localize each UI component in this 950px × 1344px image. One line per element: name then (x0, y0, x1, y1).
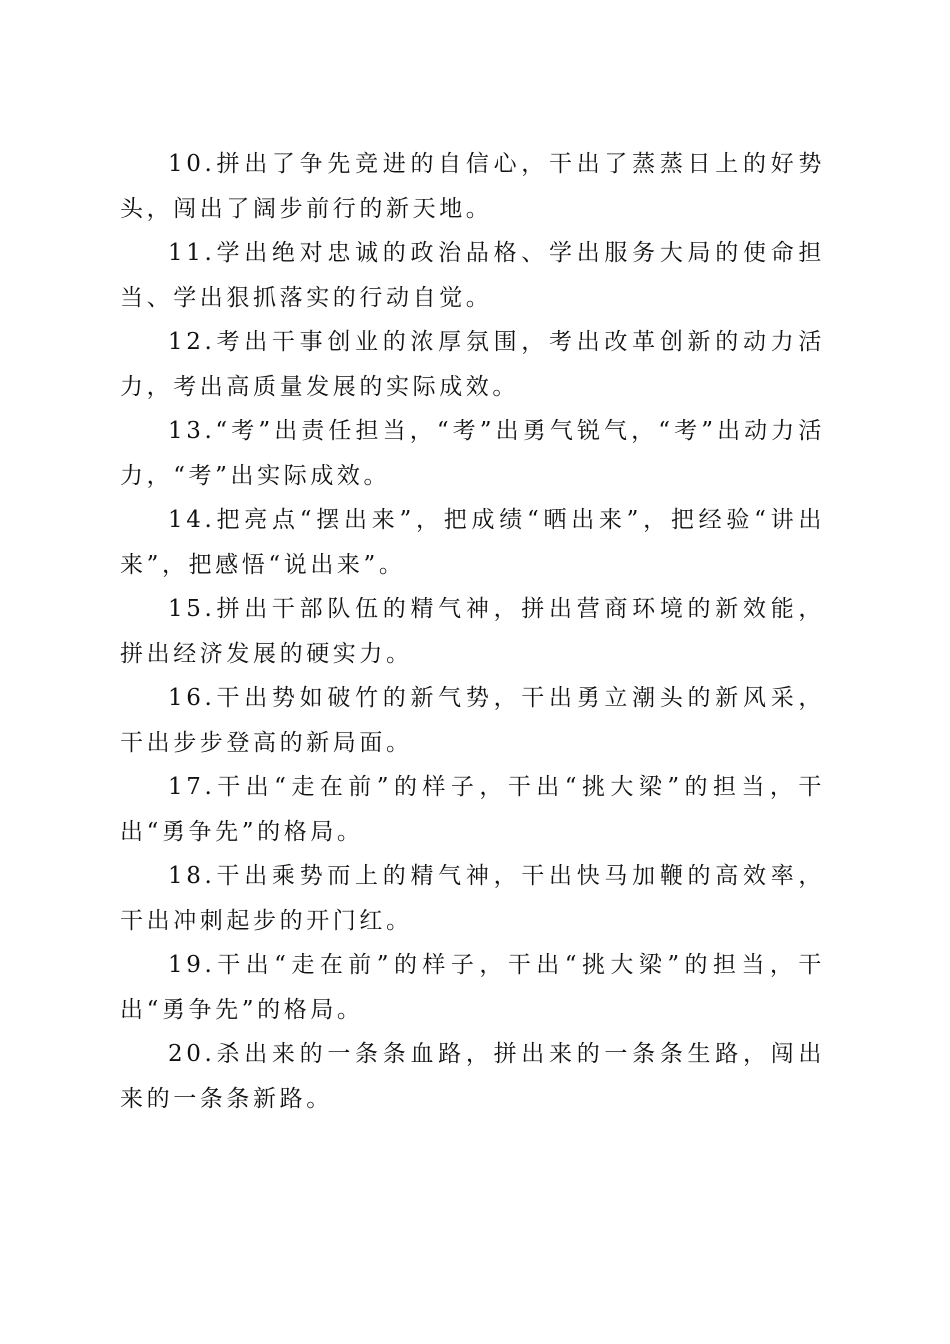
paragraph-11: 11.学出绝对忠诚的政治品格、学出服务大局的使命担当、学出狠抓落实的行动自觉。 (120, 240, 825, 311)
paragraph-15: 15.拼出干部队伍的精气神，拼出营商环境的新效能，拼出经济发展的硬实力。 (120, 596, 825, 667)
paragraph-13: 13.“考”出责任担当，“考”出勇气锐气，“考”出动力活力，“考”出实际成效。 (120, 418, 825, 489)
paragraph-18: 18.干出乘势而上的精气神，干出快马加鞭的高效率，干出冲刺起步的开门红。 (120, 863, 825, 934)
document-body (120, 142, 825, 1121)
paragraph-19: 19.干出“走在前”的样子，干出“挑大梁”的担当，干出“勇争先”的格局。 (120, 952, 825, 1023)
paragraph-12: 12.考出干事创业的浓厚氛围，考出改革创新的动力活力，考出高质量发展的实际成效。 (120, 329, 825, 400)
paragraph-16: 16.干出势如破竹的新气势，干出勇立潮头的新风采，干出步步登高的新局面。 (120, 685, 825, 756)
paragraph-17: 17.干出“走在前”的样子，干出“挑大梁”的担当，干出“勇争先”的格局。 (120, 774, 825, 845)
paragraph-10: 10.拼出了争先竞进的自信心，干出了蒸蒸日上的好势头，闯出了阔步前行的新天地。 (120, 151, 825, 222)
paragraph-20: 20.杀出来的一条条血路，拼出来的一条条生路，闯出来的一条条新路。 (120, 1041, 825, 1112)
paragraph-14: 14.把亮点“摆出来”，把成绩“晒出来”，把经验“讲出来”，把感悟“说出来”。 (120, 507, 825, 578)
